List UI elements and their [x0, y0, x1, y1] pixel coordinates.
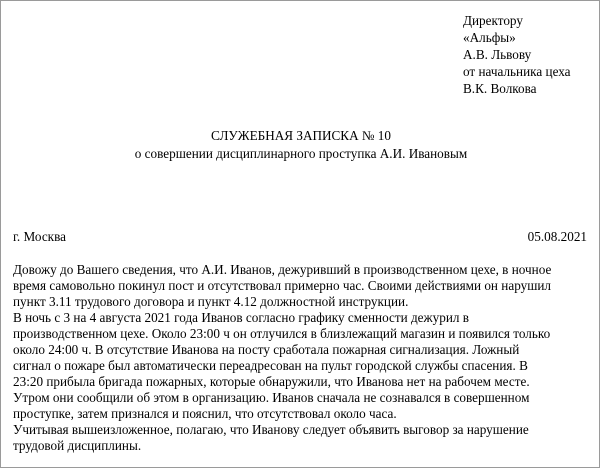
- addressee-line: Директору: [463, 13, 523, 28]
- document-subtitle: о совершении дисциплинарного проступка А.И. Ивановым: [134, 146, 468, 161]
- addressee-line: от начальника цеха: [463, 64, 571, 79]
- body-line: производственном цехе. Около 23:00 ч он отлучился в близлежащий магазин и появился только: [13, 326, 551, 341]
- body-line: проступке, затем признался и пояснил, что отсутствовал около часа.: [13, 406, 397, 421]
- addressee-line: В.К. Волкова: [463, 81, 537, 96]
- city-label: г. Москва: [13, 229, 66, 244]
- addressee-line: А.В. Львову: [463, 47, 532, 62]
- body-line: В ночь с 3 на 4 августа 2021 года Иванов согласно графику сменности дежурил в: [13, 310, 469, 325]
- body-line: пункт 3.11 трудового договора и пункт 4.12 должностной инструкции.: [13, 294, 409, 309]
- body-line: Учитывая вышеизложенное, полагаю, что Иванову следует объявить выговор за нарушение: [13, 422, 529, 437]
- body-line: Довожу до Вашего сведения, что А.И. Иванов, дежуривший в производственном цехе, в ночное: [13, 262, 552, 277]
- body-line: около 24:00 ч. В отсутствие Иванова на посту сработала пожарная сигнализация. Ложный: [13, 342, 520, 357]
- body-line: Утром они сообщили об этом в организацию. Иванов сначала не сознавался в совершенном: [13, 390, 530, 405]
- document-title: СЛУЖЕБНАЯ ЗАПИСКА № 10: [211, 128, 391, 143]
- body-line: время самовольно покинул пост и отсутствовал примерно час. Своими действиями он нарушил: [13, 278, 552, 293]
- addressee-line: «Альфы»: [463, 30, 516, 45]
- document-date: 05.08.2021: [527, 229, 587, 244]
- body-line: сигнал о пожаре был автоматически переадресован на пульт городской службы спасения. В: [13, 358, 528, 373]
- body-line: трудовой дисциплины.: [13, 438, 142, 453]
- body-line: 23:20 прибыла бригада пожарных, которые обнаружили, что Иванова нет на рабочем месте.: [13, 374, 530, 389]
